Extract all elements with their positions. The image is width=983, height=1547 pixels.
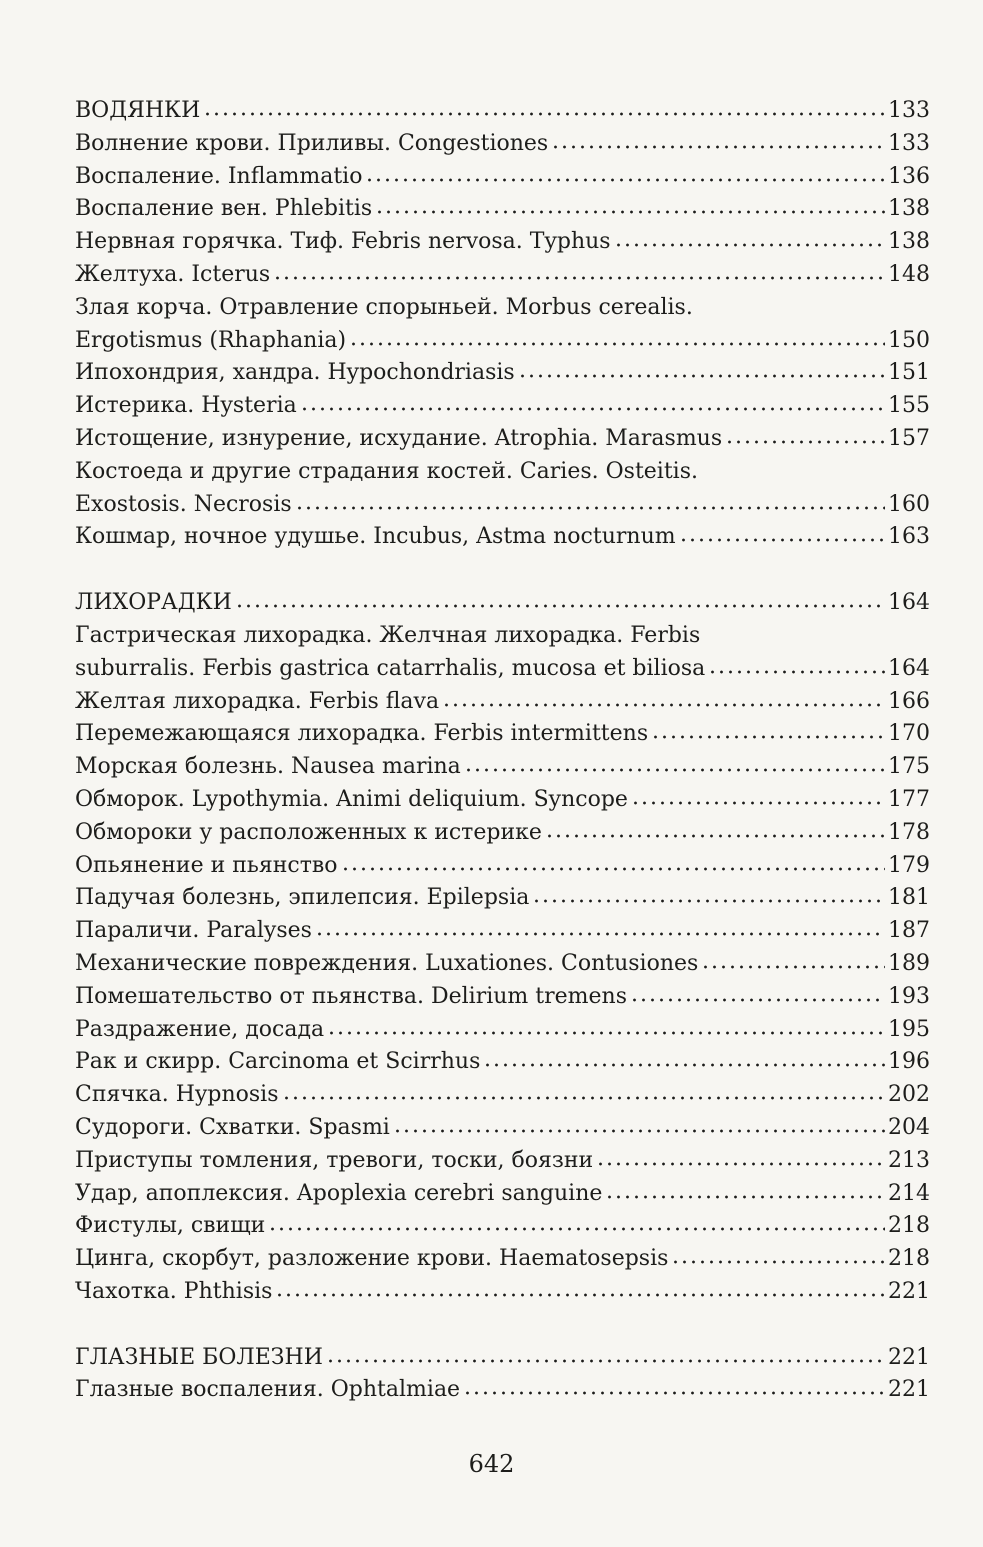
entry-row: [75, 751, 930, 784]
entry-row: [75, 981, 930, 1014]
entry-title: Воспаление. Inflammatio: [75, 163, 363, 189]
toc-entry: [75, 1079, 930, 1112]
dot-leader: [596, 1161, 885, 1167]
dot-leader: [463, 1390, 885, 1396]
dot-leader: [282, 1095, 886, 1101]
toc-entry: [75, 1276, 930, 1309]
toc-entry: [75, 850, 930, 883]
entry-page: 221: [888, 1278, 930, 1304]
entry-page: 133: [888, 130, 930, 156]
entry-page: 177: [888, 786, 930, 812]
entry-page: 138: [888, 196, 930, 222]
entry-row: [75, 1178, 930, 1211]
entry-title: Ипохондрия, хандра. Hypochondriasis: [75, 360, 515, 386]
entry-row: [75, 1276, 930, 1309]
entry-row: [75, 1342, 930, 1375]
page-number: 642: [468, 1450, 515, 1478]
dot-leader: [671, 1259, 885, 1265]
dot-leader: [651, 734, 885, 740]
dot-leader: [442, 702, 885, 708]
toc-entry: [75, 948, 930, 981]
entry-page: 193: [888, 983, 930, 1009]
toc-entry: [75, 259, 930, 292]
dot-leader: [545, 833, 885, 839]
entry-title: Фистулы, свищи: [75, 1213, 266, 1239]
entry-page: 221: [888, 1377, 930, 1403]
entry-title-line: Костоеда и другие страдания костей. Caries. Osteitis.: [75, 458, 699, 484]
dot-leader: [203, 111, 885, 117]
entry-row: [75, 686, 930, 719]
toc-entry: [75, 95, 930, 128]
entry-page: 213: [888, 1147, 930, 1173]
entry-row: [75, 1046, 930, 1079]
entry-page: 148: [888, 261, 930, 287]
toc-entry: [75, 521, 930, 554]
entry-row: [75, 882, 930, 915]
dot-leader: [708, 669, 885, 675]
entry-title: Раздражение, досада: [75, 1016, 325, 1042]
entry-title-line: Злая корча. Отравление спорыньей. Morbus cerealis.: [75, 294, 693, 320]
toc-entry: [75, 1046, 930, 1079]
entry-title: Опьянение и пьянство: [75, 852, 338, 878]
dot-leader: [275, 1292, 885, 1298]
entry-row: [75, 489, 930, 522]
dot-leader: [349, 341, 885, 347]
entry-title: Рак и скирр. Carcinoma et Scirrhus: [75, 1049, 481, 1075]
entry-page: 196: [888, 1049, 930, 1075]
toc-entry: [75, 1342, 930, 1375]
toc-section: [75, 1342, 930, 1408]
toc-entry: [75, 357, 930, 390]
entry-row: [75, 259, 930, 292]
dot-leader: [679, 537, 885, 543]
entry-row: [75, 587, 930, 620]
toc-entry: [75, 1243, 930, 1276]
entry-title: ГЛАЗНЫЕ БОЛЕЗНИ: [75, 1344, 323, 1370]
toc-entry: [75, 292, 930, 358]
entry-page: 160: [888, 491, 930, 517]
dot-leader: [464, 767, 885, 773]
entry-title: Перемежающаяся лихорадка. Ferbis intermittens: [75, 721, 649, 747]
entry-title: Обмороки у расположенных к истерике: [75, 819, 542, 845]
entry-page: 170: [888, 721, 930, 747]
entry-title: Морская болезнь. Nausea marina: [75, 754, 461, 780]
toc-entry: [75, 456, 930, 522]
toc-entry: [75, 587, 930, 620]
entry-page: 202: [888, 1082, 930, 1108]
entry-row: [75, 423, 930, 456]
dot-leader: [630, 997, 885, 1003]
entry-title: Чахотка. Phthisis: [75, 1278, 273, 1304]
entry-title: Кошмар, ночное удушье. Incubus, Astma nocturnum: [75, 524, 676, 550]
toc-entry: [75, 1112, 930, 1145]
entry-row: [75, 193, 930, 226]
entry-page: 164: [888, 590, 930, 616]
entry-page: 179: [888, 852, 930, 878]
dot-leader: [483, 1062, 885, 1068]
toc-entry: [75, 620, 930, 686]
entry-page: 214: [888, 1180, 930, 1206]
toc-entry: [75, 784, 930, 817]
entry-row: [75, 161, 930, 194]
entry-page: 204: [888, 1114, 930, 1140]
entry-page: 195: [888, 1016, 930, 1042]
entry-page: 189: [888, 950, 930, 976]
dot-leader: [341, 866, 885, 872]
entry-title: suburralis. Ferbis gastrica catarrhalis, mucosa et biliosa: [75, 655, 706, 681]
dot-leader: [393, 1128, 885, 1134]
section-gap: [75, 1309, 930, 1342]
entry-page: 157: [888, 425, 930, 451]
entry-row: [75, 817, 930, 850]
entry-title: Exostosis. Necrosis: [75, 491, 292, 517]
entry-title: Воспаление вен. Phlebitis: [75, 196, 373, 222]
toc-entry: [75, 718, 930, 751]
entry-page: 164: [888, 655, 930, 681]
toc-entry: [75, 1210, 930, 1243]
dot-leader: [614, 242, 885, 248]
toc-entry: [75, 686, 930, 719]
dot-leader: [532, 898, 885, 904]
entry-title: Механические повреждения. Luxationes. Contusiones: [75, 950, 699, 976]
dot-leader: [375, 209, 885, 215]
entry-page: 150: [888, 327, 930, 353]
entry-title-line: Гастрическая лихорадка. Желчная лихорадка. Ferbis: [75, 622, 701, 648]
entry-row: [75, 521, 930, 554]
dot-leader: [605, 1194, 885, 1200]
toc-entry: [75, 1145, 930, 1178]
entry-row: [75, 1374, 930, 1407]
entry-page: 133: [888, 98, 930, 123]
entry-row: [75, 784, 930, 817]
entry-row: [75, 95, 930, 128]
dot-leader: [235, 603, 885, 609]
entry-row: [75, 390, 930, 423]
toc-entry: [75, 390, 930, 423]
entry-title: Истерика. Hysteria: [75, 393, 297, 419]
entry-page: 178: [888, 819, 930, 845]
entry-row: [75, 1145, 930, 1178]
entry-row: [75, 325, 930, 358]
table-of-contents: [75, 95, 930, 1407]
toc-entry: [75, 817, 930, 850]
entry-title: ЛИХОРАДКИ: [75, 590, 232, 616]
dot-leader: [725, 439, 885, 445]
entry-row: [75, 718, 930, 751]
entry-row: [75, 1210, 930, 1243]
entry-title: Волнение крови. Приливы. Congestiones: [75, 130, 549, 156]
entry-page: 166: [888, 688, 930, 714]
entry-title: Истощение, изнурение, исхудание. Atrophia. Marasmus: [75, 425, 723, 451]
entry-title: Ergotismus (Rhaphania): [75, 327, 347, 353]
entry-title: Нервная горячка. Тиф. Febris nervosa. Typhus: [75, 229, 611, 255]
dot-leader: [300, 406, 885, 412]
entry-row: [75, 1243, 930, 1276]
entry-page: 221: [888, 1344, 930, 1370]
entry-row: [75, 128, 930, 161]
entry-row: [75, 1112, 930, 1145]
toc-entry: [75, 193, 930, 226]
entry-page: 151: [888, 360, 930, 386]
entry-title: Судороги. Схватки. Spasmi: [75, 1114, 390, 1140]
toc-entry: [75, 128, 930, 161]
toc-entry: [75, 1178, 930, 1211]
entry-page: 136: [888, 163, 930, 189]
toc-entry: [75, 1014, 930, 1047]
toc-entry: [75, 915, 930, 948]
dot-leader: [268, 1226, 885, 1232]
entry-row: [75, 850, 930, 883]
entry-page: 175: [888, 754, 930, 780]
dot-leader: [518, 373, 885, 379]
dot-leader: [701, 964, 885, 970]
dot-leader: [315, 931, 885, 937]
entry-row: [75, 357, 930, 390]
entry-title: Удар, апоплексия. Apoplexia cerebri sanguine: [75, 1180, 603, 1206]
dot-leader: [295, 505, 885, 511]
toc-entry: [75, 882, 930, 915]
toc-entry: [75, 981, 930, 1014]
section-gap: [75, 554, 930, 587]
toc-entry: [75, 1374, 930, 1407]
dot-leader: [326, 1358, 885, 1364]
entry-title: Глазные воспаления. Ophtalmiae: [75, 1377, 461, 1403]
entry-row: [75, 226, 930, 259]
entry-row: [75, 948, 930, 981]
entry-title: Помешательство от пьянства. Delirium tremens: [75, 983, 627, 1009]
entry-title: Приступы томления, тревоги, тоски, боязни: [75, 1147, 594, 1173]
dot-leader: [273, 275, 885, 281]
entry-row: [75, 915, 930, 948]
entry-title: Спячка. Hypnosis: [75, 1082, 279, 1108]
entry-row: [75, 1014, 930, 1047]
entry-title: Параличи. Paralyses: [75, 918, 312, 944]
toc-entry: [75, 161, 930, 194]
dot-leader: [551, 144, 885, 150]
entry-page: 187: [888, 918, 930, 944]
entry-page: 138: [888, 229, 930, 255]
toc-entry: [75, 226, 930, 259]
toc-entry: [75, 751, 930, 784]
entry-title: Падучая болезнь, эпилепсия. Epilepsia: [75, 885, 530, 911]
entry-page: 155: [888, 393, 930, 419]
toc-section: [75, 95, 930, 554]
toc-section: [75, 587, 930, 1309]
dot-leader: [365, 177, 885, 183]
dot-leader: [327, 1030, 885, 1036]
entry-page: 218: [888, 1213, 930, 1239]
entry-title: Обморок. Lypothymia. Animi deliquium. Syncope: [75, 786, 628, 812]
entry-row: [75, 1079, 930, 1112]
entry-title: Желтая лихорадка. Ferbis flava: [75, 688, 440, 714]
entry-page: 181: [888, 885, 930, 911]
entry-row: [75, 653, 930, 686]
entry-title: Желтуха. Icterus: [75, 261, 271, 287]
dot-leader: [631, 800, 885, 806]
entry-title: Цинга, скорбут, разложение крови. Haematosepsis: [75, 1246, 669, 1272]
entry-page: 163: [888, 524, 930, 550]
toc-entry: [75, 423, 930, 456]
entry-page: 218: [888, 1246, 930, 1272]
entry-title: ВОДЯНКИ: [75, 98, 201, 123]
